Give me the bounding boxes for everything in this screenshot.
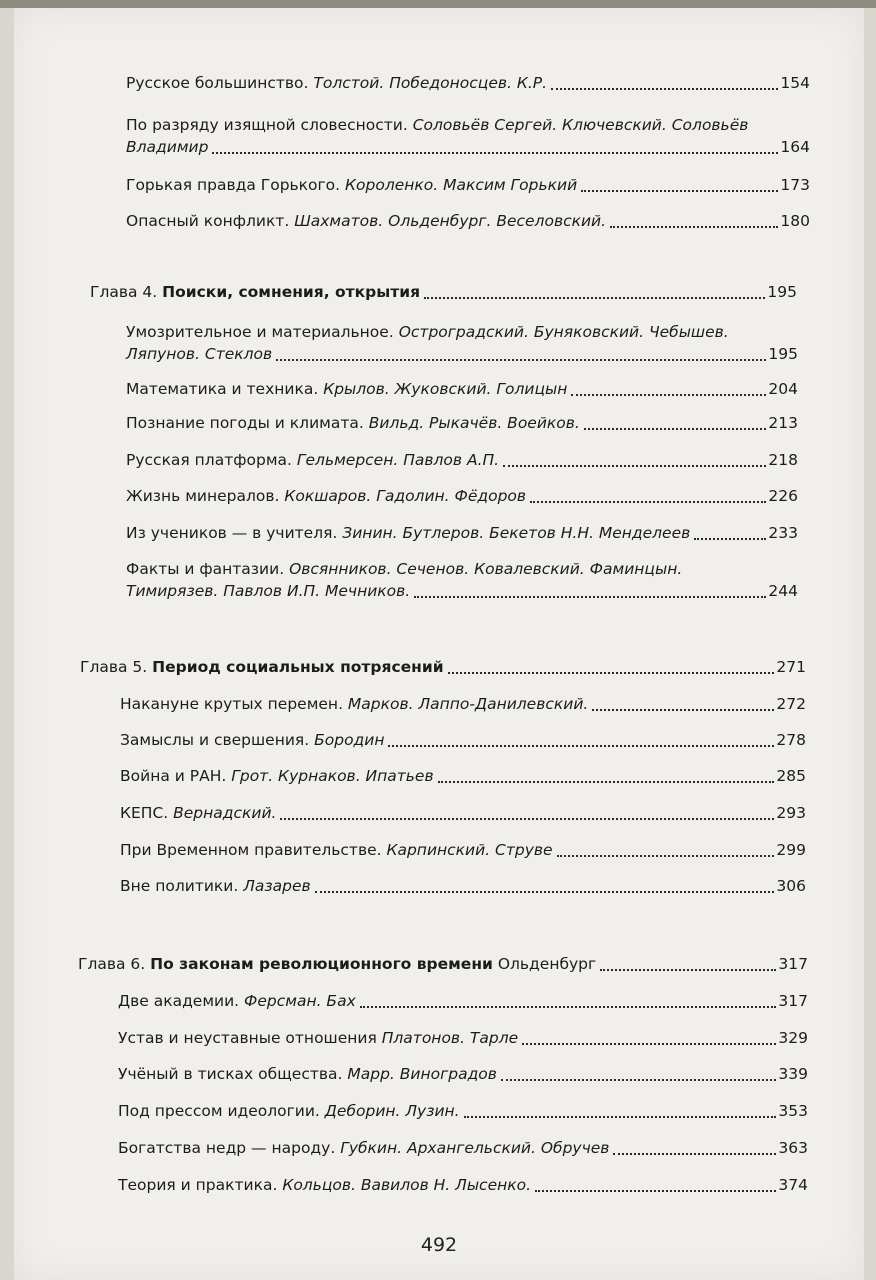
toc-entry: Опасный конфликт. Шахматов. Ольденбург. Веселовский. 180 — [126, 212, 810, 230]
toc-entry: Жизнь минералов. Кокшаров. Гадолин. Фёдоров 226 — [126, 487, 798, 505]
toc-chapter-6: Глава 6. По законам революционного времени Ольденбург 317 — [78, 955, 808, 973]
toc-entry: Русское большинство. Толстой. Победоносцев. К.Р. 154 — [126, 74, 810, 92]
toc-entry: При Временном правительстве. Карпинский. Струве 299 — [120, 841, 806, 859]
toc-entry: Устав и неуставные отношения Платонов. Тарле 329 — [118, 1029, 808, 1047]
toc-entry: Вне политики. Лазарев 306 — [120, 877, 806, 895]
book-edge — [0, 0, 876, 8]
toc-chapter-4: Глава 4. Поиски, сомнения, открытия 195 — [90, 283, 797, 301]
toc-entry: По разряду изящной словесности. Соловьёв Сергей. Ключевский. Соловьёв Владимир 164 — [126, 116, 810, 156]
toc-entry: Теория и практика. Кольцов. Вавилов Н. Лысенко. 374 — [118, 1176, 808, 1194]
toc-entry: Замыслы и свершения. Бородин 278 — [120, 731, 806, 749]
toc-entry: Под прессом идеологии. Деборин. Лузин. 353 — [118, 1102, 808, 1120]
toc-entry: Накануне крутых перемен. Марков. Лаппо-Данилевский. 272 — [120, 695, 806, 713]
page-number: 492 — [420, 1234, 458, 1256]
toc-chapter-5: Глава 5. Период социальных потрясений 271 — [80, 658, 806, 676]
toc-entry: Умозрительное и материальное. Остроградский. Буняковский. Чебышев. Ляпунов. Стеклов 195 — [126, 323, 798, 363]
toc-entry: Горькая правда Горького. Короленко. Максим Горький 173 — [126, 176, 810, 194]
toc-entry: Богатства недр — народу. Губкин. Архангельский. Обручев 363 — [118, 1139, 808, 1157]
toc-entry: Русская платформа. Гельмерсен. Павлов А.П. 218 — [126, 451, 798, 469]
toc-entry: Из учеников — в учителя. Зинин. Бутлеров. Бекетов Н.Н. Менделеев 233 — [126, 524, 798, 542]
book-page — [14, 8, 864, 1280]
toc-entry: Факты и фантазии. Овсянников. Сеченов. Ковалевский. Фаминцын. Тимирязев. Павлов И.П. Мечников. 244 — [126, 560, 798, 600]
toc-entry: Учёный в тисках общества. Марр. Виноградов 339 — [118, 1065, 808, 1083]
toc-entry: Война и РАН. Грот. Курнаков. Ипатьев 285 — [120, 767, 806, 785]
toc-entry: КЕПС. Вернадский. 293 — [120, 804, 806, 822]
toc-entry: Две академии. Ферсман. Бах 317 — [118, 992, 808, 1010]
toc-entry: Познание погоды и климата. Вильд. Рыкачёв. Воейков. 213 — [126, 414, 798, 432]
toc-entry: Математика и техника. Крылов. Жуковский. Голицын 204 — [126, 380, 798, 398]
